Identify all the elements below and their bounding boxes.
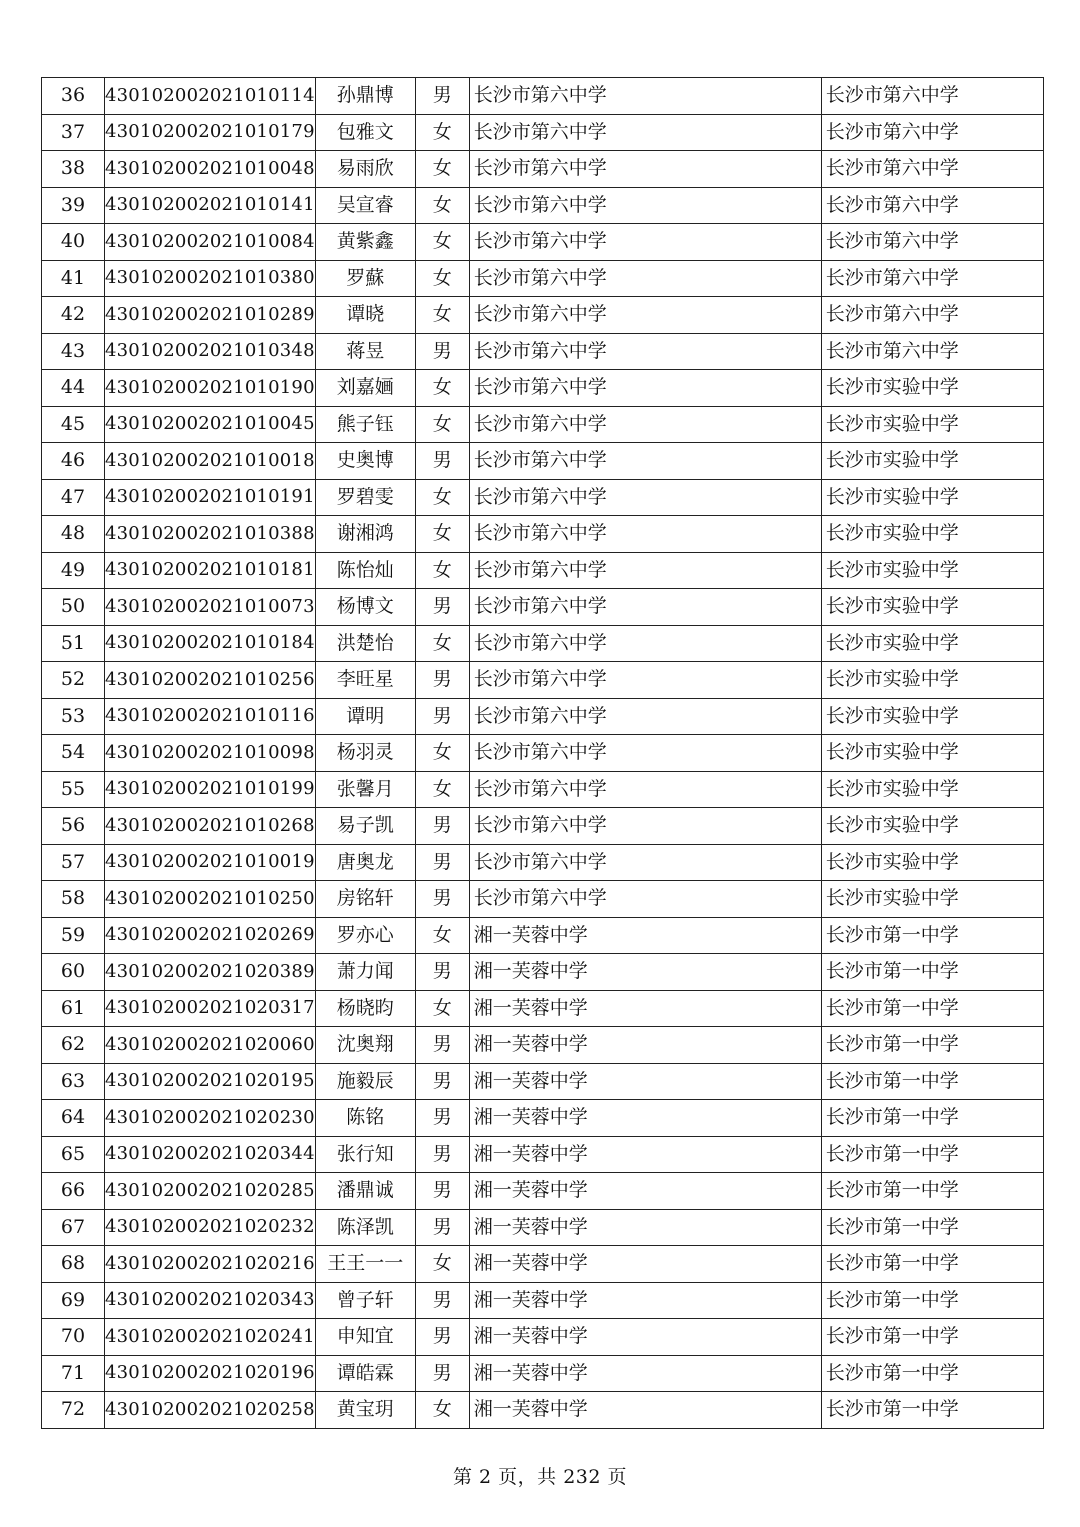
origin-school: 长沙市第六中学: [469, 735, 821, 772]
admitted-school: 长沙市第一中学: [821, 1209, 1043, 1246]
table-row: [42, 406, 1044, 443]
admitted-school: 长沙市第一中学: [821, 1173, 1043, 1210]
admitted-school: 长沙市第一中学: [821, 990, 1043, 1027]
row-number: 56: [42, 808, 105, 845]
admitted-school: 长沙市实验中学: [821, 662, 1043, 699]
row-number: 50: [42, 589, 105, 626]
table-row: [42, 333, 1044, 370]
student-name: 萧力闻: [315, 954, 415, 991]
row-number: 36: [42, 78, 105, 115]
row-number: 46: [42, 443, 105, 480]
row-number: 58: [42, 881, 105, 918]
row-number: 71: [42, 1355, 105, 1392]
gender: 女: [415, 516, 469, 553]
student-name: 潘鼎诚: [315, 1173, 415, 1210]
origin-school: 长沙市第六中学: [469, 844, 821, 881]
origin-school: 湘一芙蓉中学: [469, 1282, 821, 1319]
student-name: 房铭轩: [315, 881, 415, 918]
gender: 男: [415, 443, 469, 480]
student-name: 包雅文: [315, 114, 415, 151]
origin-school: 长沙市第六中学: [469, 589, 821, 626]
row-number: 44: [42, 370, 105, 407]
gender: 女: [415, 479, 469, 516]
admitted-school: 长沙市第一中学: [821, 1319, 1043, 1356]
gender: 女: [415, 151, 469, 188]
row-number: 61: [42, 990, 105, 1027]
row-number: 53: [42, 698, 105, 735]
row-number: 52: [42, 662, 105, 699]
admitted-school: 长沙市实验中学: [821, 844, 1043, 881]
row-number: 39: [42, 187, 105, 224]
origin-school: 湘一芙蓉中学: [469, 1027, 821, 1064]
admitted-school: 长沙市第一中学: [821, 1355, 1043, 1392]
row-number: 60: [42, 954, 105, 991]
table-row: [42, 589, 1044, 626]
origin-school: 长沙市第六中学: [469, 224, 821, 261]
table-row: [42, 954, 1044, 991]
exam-id: 430102002021010348: [105, 333, 316, 370]
origin-school: 湘一芙蓉中学: [469, 1246, 821, 1283]
exam-id: 430102002021020344: [105, 1136, 316, 1173]
student-name: 李旺星: [315, 662, 415, 699]
student-name: 黄宝玥: [315, 1392, 415, 1429]
table-row: [42, 552, 1044, 589]
student-name: 罗蘇: [315, 260, 415, 297]
student-name: 熊子钰: [315, 406, 415, 443]
row-number: 59: [42, 917, 105, 954]
student-name: 谭明: [315, 698, 415, 735]
admitted-school: 长沙市第一中学: [821, 917, 1043, 954]
gender: 女: [415, 735, 469, 772]
gender: 女: [415, 990, 469, 1027]
table-row: [42, 1246, 1044, 1283]
gender: 女: [415, 552, 469, 589]
admitted-school: 长沙市实验中学: [821, 516, 1043, 553]
student-name: 谭皓霖: [315, 1355, 415, 1392]
row-number: 69: [42, 1282, 105, 1319]
row-number: 51: [42, 625, 105, 662]
gender: 女: [415, 260, 469, 297]
origin-school: 长沙市第六中学: [469, 625, 821, 662]
exam-id: 430102002021010018: [105, 443, 316, 480]
origin-school: 长沙市第六中学: [469, 78, 821, 115]
student-name: 谭晓: [315, 297, 415, 334]
gender: 男: [415, 1319, 469, 1356]
row-number: 49: [42, 552, 105, 589]
gender: 男: [415, 1136, 469, 1173]
exam-id: 430102002021010073: [105, 589, 316, 626]
admitted-school: 长沙市第六中学: [821, 333, 1043, 370]
exam-id: 430102002021010268: [105, 808, 316, 845]
table-row: [42, 1063, 1044, 1100]
origin-school: 长沙市第六中学: [469, 333, 821, 370]
row-number: 37: [42, 114, 105, 151]
origin-school: 湘一芙蓉中学: [469, 1319, 821, 1356]
admitted-school: 长沙市实验中学: [821, 771, 1043, 808]
origin-school: 湘一芙蓉中学: [469, 1173, 821, 1210]
gender: 女: [415, 224, 469, 261]
origin-school: 长沙市第六中学: [469, 406, 821, 443]
exam-id: 430102002021010190: [105, 370, 316, 407]
row-number: 41: [42, 260, 105, 297]
gender: 男: [415, 1355, 469, 1392]
exam-id: 430102002021020196: [105, 1355, 316, 1392]
exam-id: 430102002021020232: [105, 1209, 316, 1246]
student-name: 王王一一: [315, 1246, 415, 1283]
origin-school: 长沙市第六中学: [469, 297, 821, 334]
table-row: [42, 990, 1044, 1027]
exam-id: 430102002021010250: [105, 881, 316, 918]
origin-school: 长沙市第六中学: [469, 370, 821, 407]
admitted-school: 长沙市第一中学: [821, 1246, 1043, 1283]
row-number: 54: [42, 735, 105, 772]
gender: 男: [415, 662, 469, 699]
admitted-school: 长沙市第六中学: [821, 224, 1043, 261]
student-name: 陈怡灿: [315, 552, 415, 589]
row-number: 40: [42, 224, 105, 261]
origin-school: 湘一芙蓉中学: [469, 1136, 821, 1173]
table-row: [42, 151, 1044, 188]
exam-id: 430102002021010045: [105, 406, 316, 443]
origin-school: 长沙市第六中学: [469, 443, 821, 480]
exam-id: 430102002021010256: [105, 662, 316, 699]
student-name: 黄紫鑫: [315, 224, 415, 261]
table-row: [42, 78, 1044, 115]
student-name: 杨晓昀: [315, 990, 415, 1027]
page-footer: 第 2 页，共 232 页: [452, 1466, 627, 1488]
table-row: [42, 625, 1044, 662]
gender: 男: [415, 844, 469, 881]
table-row: [42, 1136, 1044, 1173]
row-number: 47: [42, 479, 105, 516]
student-name: 易子凯: [315, 808, 415, 845]
admitted-school: 长沙市第六中学: [821, 114, 1043, 151]
student-name: 罗亦心: [315, 917, 415, 954]
table-row: [42, 881, 1044, 918]
exam-id: 430102002021020195: [105, 1063, 316, 1100]
admitted-school: 长沙市实验中学: [821, 589, 1043, 626]
student-name: 陈泽凯: [315, 1209, 415, 1246]
table-row: [42, 479, 1044, 516]
student-name: 杨羽灵: [315, 735, 415, 772]
origin-school: 长沙市第六中学: [469, 698, 821, 735]
exam-id: 430102002021010181: [105, 552, 316, 589]
gender: 男: [415, 1282, 469, 1319]
gender: 女: [415, 1392, 469, 1429]
gender: 女: [415, 625, 469, 662]
table-row: [42, 1100, 1044, 1137]
gender: 女: [415, 1246, 469, 1283]
table-row: [42, 662, 1044, 699]
origin-school: 湘一芙蓉中学: [469, 990, 821, 1027]
exam-id: 430102002021020389: [105, 954, 316, 991]
exam-id: 430102002021010084: [105, 224, 316, 261]
exam-id: 430102002021020269: [105, 917, 316, 954]
table-row: [42, 1209, 1044, 1246]
table-row: [42, 735, 1044, 772]
exam-id: 430102002021020258: [105, 1392, 316, 1429]
gender: 男: [415, 954, 469, 991]
gender: 男: [415, 1063, 469, 1100]
student-name: 曾子轩: [315, 1282, 415, 1319]
student-name: 孙鼎博: [315, 78, 415, 115]
table-row: [42, 1319, 1044, 1356]
table-row: [42, 698, 1044, 735]
table-row: [42, 808, 1044, 845]
exam-id: 430102002021020230: [105, 1100, 316, 1137]
admitted-school: 长沙市实验中学: [821, 552, 1043, 589]
row-number: 64: [42, 1100, 105, 1137]
row-number: 55: [42, 771, 105, 808]
exam-id: 430102002021010098: [105, 735, 316, 772]
exam-id: 430102002021010184: [105, 625, 316, 662]
student-name: 蒋昱: [315, 333, 415, 370]
admitted-school: 长沙市第六中学: [821, 260, 1043, 297]
exam-id: 430102002021020060: [105, 1027, 316, 1064]
exam-id: 430102002021010191: [105, 479, 316, 516]
exam-id: 430102002021010179: [105, 114, 316, 151]
student-name: 申知宜: [315, 1319, 415, 1356]
student-name: 易雨欣: [315, 151, 415, 188]
table-row: [42, 187, 1044, 224]
student-name: 刘嘉婳: [315, 370, 415, 407]
exam-id: 430102002021010388: [105, 516, 316, 553]
exam-id: 430102002021010048: [105, 151, 316, 188]
table-row: [42, 771, 1044, 808]
admitted-school: 长沙市第六中学: [821, 187, 1043, 224]
gender: 男: [415, 1173, 469, 1210]
gender: 女: [415, 114, 469, 151]
exam-id: 430102002021020343: [105, 1282, 316, 1319]
table-row: [42, 370, 1044, 407]
admitted-school: 长沙市第一中学: [821, 1136, 1043, 1173]
admitted-school: 长沙市第一中学: [821, 1392, 1043, 1429]
student-name: 杨博文: [315, 589, 415, 626]
gender: 女: [415, 297, 469, 334]
admitted-school: 长沙市实验中学: [821, 808, 1043, 845]
student-name: 沈奥翔: [315, 1027, 415, 1064]
admitted-school: 长沙市实验中学: [821, 370, 1043, 407]
gender: 女: [415, 187, 469, 224]
row-number: 66: [42, 1173, 105, 1210]
gender: 男: [415, 1100, 469, 1137]
gender: 女: [415, 917, 469, 954]
origin-school: 长沙市第六中学: [469, 881, 821, 918]
origin-school: 长沙市第六中学: [469, 808, 821, 845]
student-name: 洪楚怡: [315, 625, 415, 662]
table-row: [42, 260, 1044, 297]
row-number: 62: [42, 1027, 105, 1064]
row-number: 67: [42, 1209, 105, 1246]
student-name: 罗碧雯: [315, 479, 415, 516]
admitted-school: 长沙市第一中学: [821, 1100, 1043, 1137]
table-row: [42, 917, 1044, 954]
admitted-school: 长沙市实验中学: [821, 406, 1043, 443]
row-number: 65: [42, 1136, 105, 1173]
gender: 男: [415, 78, 469, 115]
admitted-school: 长沙市第一中学: [821, 1027, 1043, 1064]
exam-id: 430102002021020317: [105, 990, 316, 1027]
row-number: 38: [42, 151, 105, 188]
origin-school: 湘一芙蓉中学: [469, 917, 821, 954]
row-number: 68: [42, 1246, 105, 1283]
row-number: 45: [42, 406, 105, 443]
admitted-school: 长沙市实验中学: [821, 479, 1043, 516]
gender: 男: [415, 881, 469, 918]
table-row: [42, 516, 1044, 553]
exam-id: 430102002021020285: [105, 1173, 316, 1210]
table-row: [42, 1392, 1044, 1429]
gender: 女: [415, 771, 469, 808]
row-number: 42: [42, 297, 105, 334]
origin-school: 湘一芙蓉中学: [469, 1209, 821, 1246]
student-name: 史奥博: [315, 443, 415, 480]
origin-school: 长沙市第六中学: [469, 260, 821, 297]
table-row: [42, 224, 1044, 261]
student-name: 陈铭: [315, 1100, 415, 1137]
student-name: 谢湘鸿: [315, 516, 415, 553]
admitted-school: 长沙市实验中学: [821, 625, 1043, 662]
origin-school: 湘一芙蓉中学: [469, 954, 821, 991]
admitted-school: 长沙市第一中学: [821, 1282, 1043, 1319]
student-name: 张行知: [315, 1136, 415, 1173]
gender: 女: [415, 406, 469, 443]
exam-id: 430102002021010141: [105, 187, 316, 224]
admitted-school: 长沙市第六中学: [821, 151, 1043, 188]
origin-school: 湘一芙蓉中学: [469, 1063, 821, 1100]
origin-school: 长沙市第六中学: [469, 552, 821, 589]
table-row: [42, 1355, 1044, 1392]
student-name: 施毅辰: [315, 1063, 415, 1100]
table-row: [42, 1027, 1044, 1064]
admitted-school: 长沙市实验中学: [821, 698, 1043, 735]
admitted-school: 长沙市第六中学: [821, 78, 1043, 115]
table-row: [42, 297, 1044, 334]
gender: 男: [415, 808, 469, 845]
origin-school: 长沙市第六中学: [469, 771, 821, 808]
exam-id: 430102002021010289: [105, 297, 316, 334]
gender: 女: [415, 370, 469, 407]
row-number: 70: [42, 1319, 105, 1356]
admitted-school: 长沙市实验中学: [821, 881, 1043, 918]
exam-id: 430102002021010019: [105, 844, 316, 881]
origin-school: 长沙市第六中学: [469, 662, 821, 699]
origin-school: 长沙市第六中学: [469, 114, 821, 151]
gender: 男: [415, 333, 469, 370]
row-number: 72: [42, 1392, 105, 1429]
exam-id: 430102002021010114: [105, 78, 316, 115]
gender: 男: [415, 1209, 469, 1246]
row-number: 43: [42, 333, 105, 370]
origin-school: 长沙市第六中学: [469, 516, 821, 553]
table-row: [42, 844, 1044, 881]
admitted-school: 长沙市第一中学: [821, 1063, 1043, 1100]
student-table: [41, 77, 1044, 1429]
gender: 男: [415, 1027, 469, 1064]
table-row: [42, 1282, 1044, 1319]
admitted-school: 长沙市第一中学: [821, 954, 1043, 991]
exam-id: 430102002021010199: [105, 771, 316, 808]
row-number: 57: [42, 844, 105, 881]
origin-school: 湘一芙蓉中学: [469, 1392, 821, 1429]
gender: 男: [415, 698, 469, 735]
table-row: [42, 114, 1044, 151]
row-number: 48: [42, 516, 105, 553]
admitted-school: 长沙市第六中学: [821, 297, 1043, 334]
student-name: 唐奥龙: [315, 844, 415, 881]
origin-school: 湘一芙蓉中学: [469, 1100, 821, 1137]
origin-school: 长沙市第六中学: [469, 187, 821, 224]
exam-id: 430102002021010116: [105, 698, 316, 735]
student-name: 吴宣睿: [315, 187, 415, 224]
gender: 男: [415, 589, 469, 626]
admitted-school: 长沙市实验中学: [821, 735, 1043, 772]
exam-id: 430102002021020216: [105, 1246, 316, 1283]
origin-school: 长沙市第六中学: [469, 479, 821, 516]
table-row: [42, 1173, 1044, 1210]
origin-school: 长沙市第六中学: [469, 151, 821, 188]
admitted-school: 长沙市实验中学: [821, 443, 1043, 480]
student-name: 张馨月: [315, 771, 415, 808]
table-row: [42, 443, 1044, 480]
exam-id: 430102002021010380: [105, 260, 316, 297]
origin-school: 湘一芙蓉中学: [469, 1355, 821, 1392]
exam-id: 430102002021020241: [105, 1319, 316, 1356]
row-number: 63: [42, 1063, 105, 1100]
